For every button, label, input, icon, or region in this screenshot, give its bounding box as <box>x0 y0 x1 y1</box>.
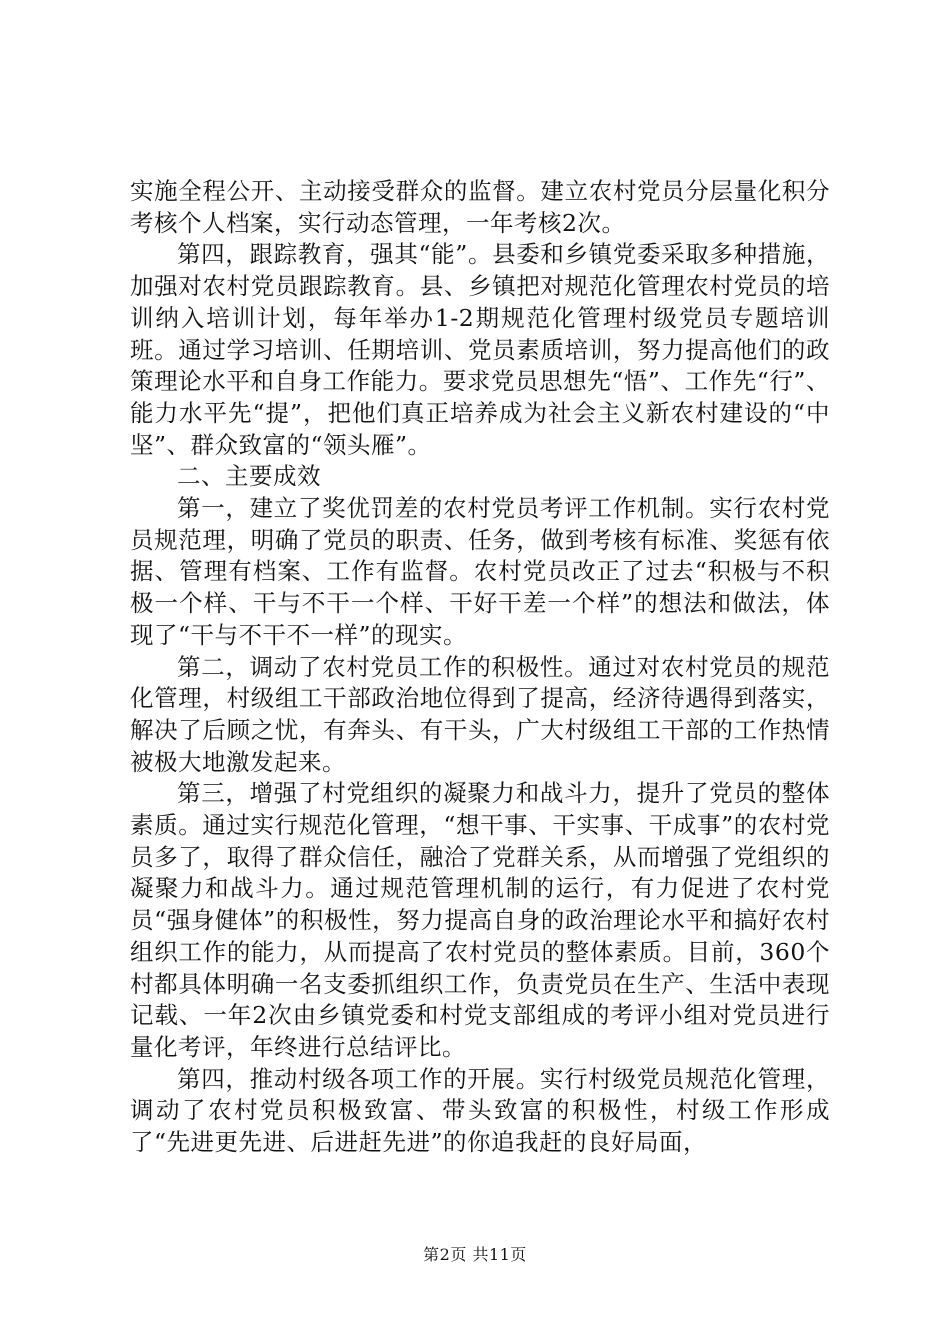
document-body <box>130 176 830 1159</box>
paragraph-fourth-tracking-education: 第四，跟踪教育，强其“能”。县委和乡镇党委采取多种措施，加强对农村党员跟踪教育。县、乡镇把对规范化管理农村党员的培训纳入培训计划，每年举办1-2期规范化管理村级党员专题培训班。通过学习培训、任期培训、党员素质培训，努力提高他们的政策理论水平和自身工作能力。要求党员思想先“悟”、工作先“行”、能力水平先“提”，把他们真正培养成为社会主义新农村建设的“中坚”、群众致富的“领头雁”。 <box>130 240 830 459</box>
paragraph-third-result: 第三，增强了村党组织的凝聚力和战斗力，提升了党员的整体素质。通过实行规范化管理，“想干事、干实事、干成事”的农村党员多了，取得了群众信任，融洽了党群关系，从而增强了党组织的凝聚力和战斗力。通过规范管理机制的运行，有力促进了农村党员“强身健体”的积极性，努力提高自身的政治理论水平和搞好农村组织工作的能力，从而提高了农村党员的整体素质。目前，360个村都具体明确一名支委抓组织工作，负责党员在生产、生活中表现记载、一年2次由乡镇党委和村党支部组成的考评小组对党员进行量化考评，年终进行总结评比。 <box>130 779 830 1061</box>
paragraph-fourth-result: 第四，推动村级各项工作的开展。实行村级党员规范化管理，调动了农村党员积极致富、带头致富的积极性，村级工作形成了“先进更先进、后进赶先进”的你追我赶的良好局面， <box>130 1064 830 1157</box>
section-heading-main-results: 二、主要成效 <box>177 462 321 491</box>
paragraph-first-result: 第一，建立了奖优罚差的农村党员考评工作机制。实行农村党员规范理，明确了党员的职责、任务，做到考核有标准、奖惩有依据、管理有档案、工作有监督。农村党员改正了过去“积极与不积极一个样、干与不干一个样、干好干差一个样”的想法和做法，体现了“干与不干不一样”的现实。 <box>130 494 830 649</box>
paragraph-second-result: 第二，调动了农村党员工作的积极性。通过对农村党员的规范化管理，村级组工干部政治地位得到了提高，经济待遇得到落实，解决了后顾之忧，有奔头、有干头，广大村级组工干部的工作热情被极大地激发起来。 <box>130 652 830 776</box>
page-number-footer: 第2页 共11页 <box>423 1245 527 1264</box>
paragraph-continuation: 实施全程公开、主动接受群众的监督。建立农村党员分层量化积分考核个人档案，实行动态管理，一年考核2次。 <box>130 177 830 237</box>
